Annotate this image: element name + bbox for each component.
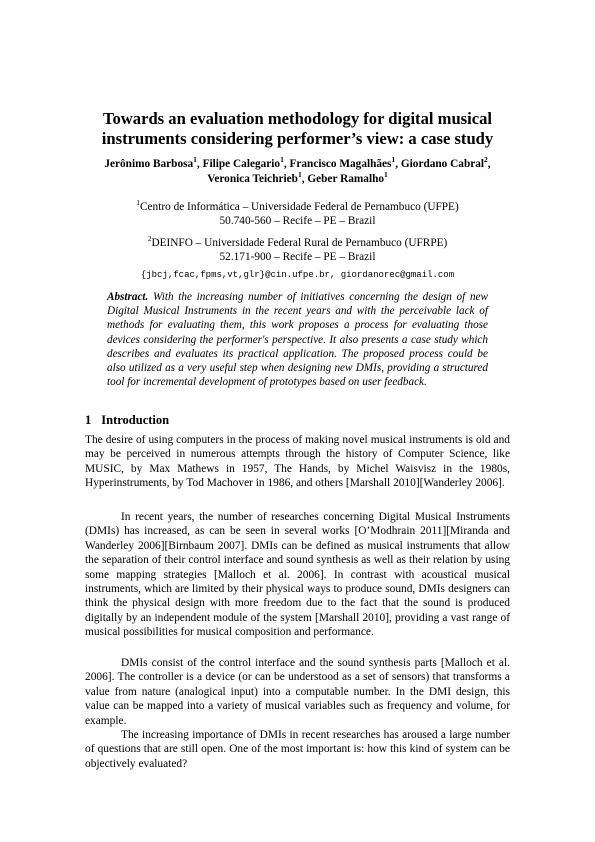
body-paragraph-1: The desire of using computers in the process of making novel musical instruments is old and may be perceived in numerous attempts through the history of Computer Science, like MUSIC, by Max Mathews in 1957, The Hands, by Michel Waisvisz in the 1980s, Hyperinstruments, by Tod Machover in 1986, and others [Marshall 2010][Wanderley 2006]. [85,434,510,490]
body-paragraph-4: The increasing importance of DMIs in recent researches has aroused a large number of questions that are still open. One of the most important is: how this kind of system can be objectively evaluated? [85,729,510,770]
author-line-2 [60,172,535,187]
affiliation-mark: 2 [147,234,152,244]
section-title: Introduction [101,413,170,427]
abstract-text: With the increasing number of initiatives concerning the design of new Digital Musical Instruments in the recent years and with the perceivable lack of methods for evaluating them, this work proposes a process for evaluating those devices considering the performer's perspective. It also presents a case study which describes and evaluates its practical application. The proposed process could be also utilized as a very useful step when designing new DMIs, providing a structured tool for incremental development of prototypes based on user feedback. [107,291,488,389]
abstract [107,290,488,389]
paper-title [60,109,535,149]
body-paragraph-3: DMIs consist of the control interface and the sound synthesis parts [Malloch et al. 2006]. The controller is a device (or can be understood as a set of sensors) that transforms a value from nature (analogical input) into a computable number. In the DMI design, this value can be mapped into a variety of musical variables such as frequency and volume, for example. [85,657,510,727]
affiliation-address: 50.740-560 – Recife – PE – Brazil [219,215,376,227]
author-affil-mark: 1 [297,170,302,180]
author-name: Francisco Magalhães [289,158,392,170]
author-affil-mark: 1 [384,170,388,180]
section-heading-introduction [85,412,169,428]
affiliation-address: 52.171-900 – Recife – PE – Brazil [219,251,376,263]
affiliation-mark: 1 [136,198,140,208]
author-list [60,157,535,187]
abstract-label: Abstract. [107,291,149,303]
author-name: Veronica Teichrieb [207,173,298,185]
affiliation-institution: DEINFO – Universidade Federal Rural de Pernambuco (UFRPE) [151,237,448,249]
author-separator: , [301,173,308,185]
author-separator: , [283,158,290,170]
author-affil-mark: 2 [484,155,488,165]
title-line-1: Towards an evaluation methodology for digital musical [102,109,493,128]
author-name: Giordano Cabral [400,158,485,170]
author-affil-mark: 1 [193,155,197,165]
author-name: Jerônimo Barbosa [104,158,194,170]
affiliation-line [60,236,535,250]
author-separator: , [487,158,491,170]
author-separator: , [395,158,401,170]
affiliation-line [60,200,535,214]
author-emails: {jbcj,fcac,fpms,vt,glr}@cin.ufpe.br, giordanorec@gmail.com [140,270,455,280]
author-affil-mark: 1 [391,155,396,165]
affiliation-2 [60,236,535,264]
section-number: 1 [85,413,92,427]
affiliation-institution: Centro de Informática – Universidade Federal de Pernambuco (UFPE) [140,201,459,213]
affiliation-1 [60,200,535,228]
title-line-2: instruments considering performer’s view: a case study [101,129,494,148]
author-separator: , [196,158,203,170]
author-name: Filipe Calegario [202,158,281,170]
body-paragraph-2: In recent years, the number of researches concerning Digital Musical Instruments (DMIs) has increased, as can be seen in several works [O’Modhrain 2011][Miranda and Wanderley 2006][Birnbaum 2007]. DMIs can be defined as musical instruments that allow the separation of their control interface and sound synthesis as well as their relation by using some mapping strategies [Malloch et al. 2006]. In contrast with acoustical musical instruments, which are limited by their physical ways to produce sound, DMIs designers can think the physical design with more freedom due to the fact that the sound is produced digitally by an independent module of the system [Marshall 2010], providing a vast range of musical possibilities for musical composition and performance. [85,511,510,639]
author-name: Geber Ramalho [307,173,385,185]
author-affil-mark: 1 [280,155,284,165]
